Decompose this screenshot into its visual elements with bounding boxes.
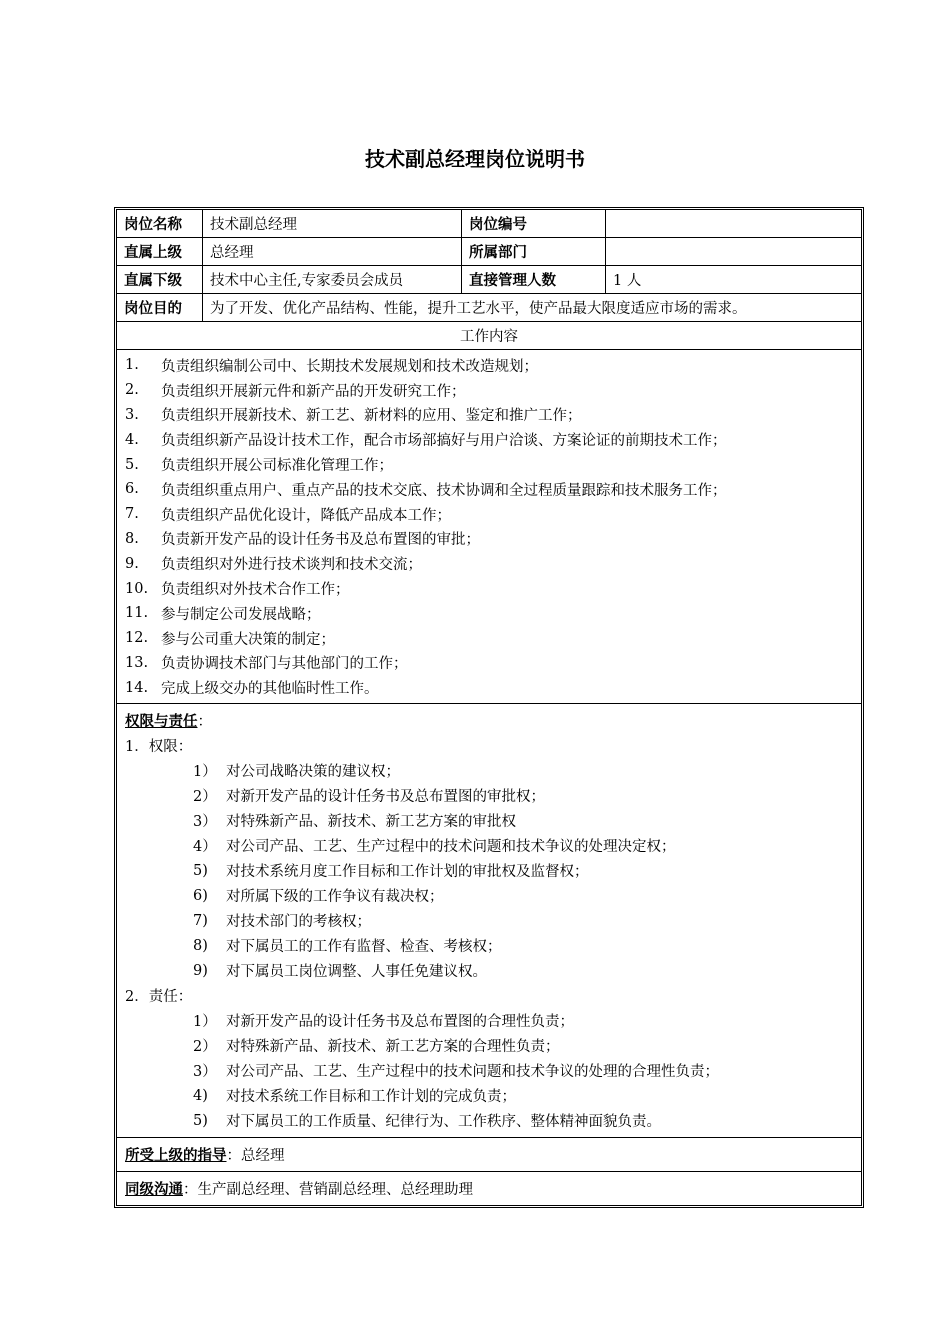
job-description-table [114,207,864,1208]
list-item: 6) 对所属下级的工作争议有裁决权； [193,887,444,906]
headcount-value: 1 人 [613,273,642,289]
info-row-3 [117,266,861,294]
list-item: 4） 对公司产品、工艺、生产过程中的技术问题和技术争议的处理决定权； [193,839,676,856]
info-row-1 [117,210,861,238]
list-item: 4) 对技术系统工作目标和工作计划的完成负责； [193,1087,516,1106]
authority-section [117,704,861,1138]
list-item: 8) 对下属员工的工作有监督、检查、考核权； [193,937,502,956]
purpose-label: 岗位目的 [117,294,203,321]
list-item: 14. 完成上级交办的其他临时性工作。 [125,679,379,698]
work-header-row [117,322,861,350]
superior-value: 总经理 [203,238,462,265]
rights-title: 1．权限： [125,739,193,756]
info-row-2 [117,238,861,266]
subordinates-label: 直属下级 [117,266,203,293]
list-item: 5) 对下属员工的工作质量、纪律行为、工作秩序、整体精神面貌负责。 [193,1112,661,1131]
list-item: 1） 对公司战略决策的建议权； [193,764,400,781]
peer-label: 同级沟通 [125,1182,183,1199]
department-value [606,238,861,265]
list-item: 2） 对特殊新产品、新技术、新工艺方案的合理性负责； [193,1039,560,1056]
position-name-label: 岗位名称 [117,210,203,237]
superior-label: 直属上级 [117,238,203,265]
list-item: 7. 负责组织产品优化设计，降低产品成本工作； [125,506,451,524]
list-item: 1. 负责组织编制公司中、长期技术发展规划和技术改造规划； [125,357,538,375]
list-item: 3. 负责组织开展新技术、新工艺、新材料的应用、鉴定和推广工作； [125,406,582,425]
guidance-row: 所受上级的指导 ： 总经理 [117,1138,861,1172]
position-code-value [606,210,861,237]
list-item: 9) 对下属员工岗位调整、人事任免建议权。 [193,962,487,981]
list-item: 9. 负责组织对外进行技术谈判和技术交流； [125,555,422,574]
list-item: 2. 负责组织开展新元件和新产品的开发研究工作； [125,382,466,400]
position-code-label: 岗位编号 [462,210,606,237]
guidance-value: 总经理 [241,1148,285,1165]
peer-value: 生产副总经理、营销副总经理、总经理助理 [197,1182,473,1199]
list-item: 3） 对公司产品、工艺、生产过程中的技术问题和技术争议的处理的合理性负责； [193,1064,719,1081]
subordinates-value: 技术中心主任,专家委员会成员 [203,266,462,293]
department-label: 所属部门 [462,238,606,265]
purpose-row [117,294,861,322]
list-item: 12. 参与公司重大决策的制定； [125,630,335,648]
list-item: 10. 负责组织对外技术合作工作； [125,580,350,599]
list-item: 3） 对特殊新产品、新技术、新工艺方案的审批权 [193,814,516,831]
work-content-header: 工作内容 [460,329,518,345]
list-item: 13. 负责协调技术部门与其他部门的工作； [125,654,408,673]
list-item: 1） 对新开发产品的设计任务书及总布置图的合理性负责； [193,1014,574,1031]
purpose-value: 为了开发、优化产品结构、性能，提升工艺水平，使产品最大限度适应市场的需求。 [210,301,747,317]
duties-title: 2．责任： [125,989,193,1006]
list-item: 8. 负责新开发产品的设计任务书及总布置图的审批； [125,530,480,549]
list-item: 7) 对技术部门的考核权； [193,912,371,931]
authority-heading: 权限与责任 ： [125,714,212,731]
list-item: 6. 负责组织重点用户、重点产品的技术交底、技术协调和全过程质量跟踪和技术服务工作； [125,481,727,499]
list-item: 2） 对新开发产品的设计任务书及总布置图的审批权； [193,789,545,806]
page-title: 技术副总经理岗位说明书 [365,147,585,171]
list-item: 5) 对技术系统月度工作目标和工作计划的审批权及监督权； [193,862,589,881]
list-item: 4. 负责组织新产品设计技术工作，配合市场部搞好与用户洽谈、方案论证的前期技术工作； [125,431,727,450]
list-item: 11. 参与制定公司发展战略； [125,605,321,623]
guidance-label: 所受上级的指导 [125,1148,227,1165]
position-name-value: 技术副总经理 [203,210,462,237]
work-content-list [117,350,861,704]
list-item: 5. 负责组织开展公司标准化管理工作； [125,456,393,475]
peer-communication-row: 同级沟通 ： 生产副总经理、营销副总经理、总经理助理 [117,1172,861,1205]
headcount-label: 直接管理人数 [462,266,606,293]
